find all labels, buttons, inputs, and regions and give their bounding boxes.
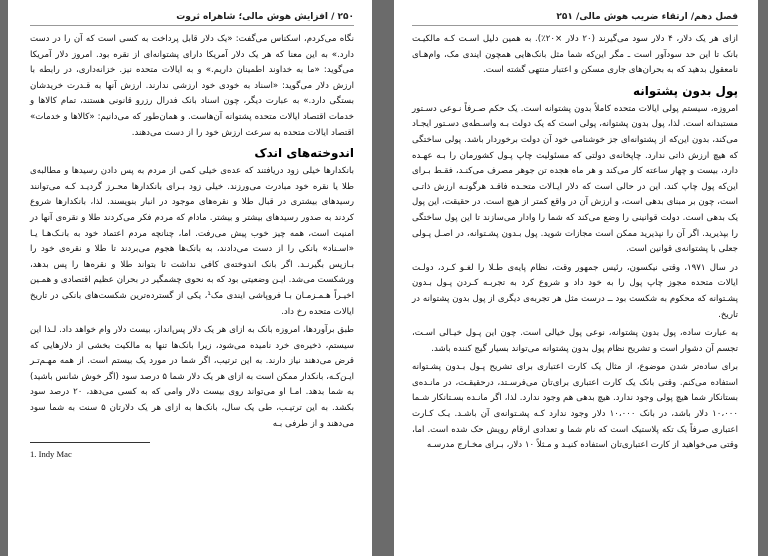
paragraph: طبق برآوردها، امروزه بانک به ازای هر یک دلار پس‌انداز، بیست دلار وام خواهد داد. لـذا این سیستم، ذخیره‌ی خرد نامیده می‌شود، زیرا بانک‌ها تنها به مالکیت بخشی از دلارهایی که قرض می‌دهند نیاز دارند. به این ترتیب، اگر شما در مورد یک بیستم است. از همه مهـم‌تـر ایـن‌کـه، بانکدار ممکن است به ازای هر یک دلار شما ۵ درصد سود (اگر خوش شانس باشید) به شما بدهد. امـا او می‌تواند روی بیست دلار وامی که به کسی می‌دهد، ۲۰ درصد سود بکشد. به این ترتیـب، طی یک سال، بانک‌ها به ازای هر یک دلارتان ۵ سنت به شما سود می‌دهند و از طرفی بـه <box>30 325 354 429</box>
paragraph: ازای هر یک دلار، ۴ دلار سود می‌گیرند (۲۰ دلار ×۲۰٪). به همین دلیل اسـت کـه مالکیـت بانک تا این حد سودآور است ـ مگر این‌که شما مثل بانک‌هایی همچون ایندی مک، وام‌هـای نامعقول بدهید که به بحران‌های جاری مسکن و اعتبار منتهی گشته است. <box>412 34 738 76</box>
paragraph: بانکدارها خیلی زود دریافتند که عده‌ی خیلی کمی از مردم به پس دادن رسیدها و مطالبه‌ی طلا یا نقره خود مبادرت می‌ورزند. خیلی زود بـرای بانکدارها محـرز گردیـد کـه می‌توانند رسیدهای بیشتری در قبال طلا و نقره‌های موجود در انبار بنویسند. لذا، بانکدارها شروع کردند به صدور رسیدهای بیشتر و بیشتر. مادام که مردم فکر می‌کردند طلا و نقره‌ی آنها در امنیت است، همه چیز خوب پیش می‌رفت. اما، چنانچه مردم اعتماد خود به بانـک‌هـا یـا «اسـناد» بانکی را از دست می‌دادند، به بانک‌ها هجوم می‌بردند تا طلا و نقره‌ی خود را بـازپس بگیرنـد. اگر بانک اندوخته‌ی کافی نداشت تا بتواند طلا و نقره‌ها را پس بدهد، ورشکست می‌شد. ایـن وضعیتی بود که به نحوی چشمگیر در بحران عظیم اقتصادی و همـین اخیـراً هـمـزمـان بـا فروپاشی ایندی مک¹، یکی از گسترده‌ترین شکست‌های بانکی در تاریخ ایالات متحده رخ داد. <box>30 166 355 317</box>
page-header: ۲۵۰ / افزایش هوش مالی؛ شاهراه ثروت <box>30 12 354 26</box>
paragraph: امروزه، سیستم پولی ایالات متحده کاملاً بدون پشتوانه است. یک حکم صـرفاً نـوعی دسـتور مستبدانه است. لذا، پول بدون پشتوانه، پولی است که یک دولت بـه واسـطه‌ی دسـتور ایجـاد می‌کند، بدون این‌که از پشتوانه‌ای جز خوشنامی خود آن دولت برخوردار باشد. پولی ساختگی که هیچ ارزش ذاتی ندارد. چاپخانه‌ی دولتی که مسئولیت چاپ پـول کشورمان را بـه عهـده دارد، بیست و چهار ساعته کار می‌کند و هر ماه هجده تن جوهر مصرف می‌کنـد، فقـط بـرای این‌که پول چاپ کند. این در حالی است که دلار ایـالات متحـده فاقـد هرگونـه ارزش ذاتـی است، چون بر مبنای بدهی است، و ارزش آن در واقع کمتر از هیچ است. در حقیقت، این پول یک بدهی است. دولت قوانینی را وضع می‌کند که شما را وادار می‌سازند تا این پول ساختگی را بپذیرید. اگر آن را نپذیرید ممکن است مجازات شوید. پول بـدون پشـتوانه، در اصـل پـولی جعلی با پشتوانه‌ی قوانین است. <box>412 103 738 255</box>
right-page <box>394 0 758 556</box>
paragraph: نگاه می‌کردم، اسکناس می‌گفت: «یک دلار قابل پرداخت به کسی است که آن را در دست دارد.» به این معنا که هر یک دلار آمریکا دارای پشتوانه‌ای از نقره بود. امروز دلار آمریکا می‌گوید: «ما به خداوند اطمینان داریم.» و به ایالات متحده نیز. خزانه‌داری، در رابطه با ارزش دلار می‌گوید: «اسناد به خودی خود ارزشی ندارند. ارزش آنها به قـدرت خریدشان بستگی دارد.» به عبارت دیگر، چون اسناد بانک فدرال رزرو قانونی هستند، تمام کالاها و خدمات اقتصاد ایالات متحده پشتوانه آن‌هاست. و همان‌طور که می‌دانیم: «کالاها و خدمات» اقتصاد ایالات متحده به سرعت ارزش خود را از دست می‌دهند. <box>30 34 354 138</box>
section-heading: پول بدون پشتوانه <box>633 83 738 98</box>
footnote-divider <box>30 442 150 443</box>
footnote: 1. Indy Mac <box>30 449 72 460</box>
left-page <box>8 0 372 556</box>
paragraph: در سال ۱۹۷۱، وقتی نیکسون، رئیس جمهور وقت، نظام پایه‌ی طـلا را لغـو کـرد، دولـت ایالات متحده مجوز چاپ پول را به خود داد و شروع کرد به تجربـه کـردن پـول بـدون پشـتوانه که محکوم به شکست بود ــ درست مثل هر تجربه‌ی دیگری از پول بدون پشتوانه در تاریخ. <box>412 262 738 320</box>
section-heading: اندوخته‌های اندک <box>254 146 354 161</box>
paragraph: برای ساده‌تر شدن موضوع، از مثال یک کارت اعتباری برای تشریح پـول بـدون پشـتوانه استفاده می‌کنم. وقتی بانک یک کارت اعتباری برای‌تان می‌فرسـتد، درحقیقـت، در مانـده‌ی بستانکار شما هیچ پولی وجود ندارد. هیچ بدهی هم وجود ندارد. لذا، اگر مانـده بسـتانکار شـما ۱۰،۰۰۰ دلار باشد، در بانک ۱۰،۰۰۰ دلار وجود ندارد کـه پشـتوانه‌ی آن باشـد. یـک کـارت اعتباری صرفاً یک تکه پلاستیک است که نام شما و تعدادی ارقام رویش حک شده است. اما، وقتی می‌خواهید از کارت اعتباری‌تان استفاده کنیـد و مـثلاً ۱۰ دلار، بـرای مخـارج مدرسـه <box>412 362 739 451</box>
paragraph: به عبارت ساده، پول بدون پشتوانه، نوعی پول خیالی است. چون این پـول خیـالی اسـت، تجسم آن دشوار است و تشریح نظام پول بدون پشتوانه می‌تواند بسیار گیج کننده باشد. <box>412 328 738 354</box>
page-header: فصل دهم/ ارتقاء ضریب هوش مالی/ ۲۵۱ <box>412 12 738 26</box>
